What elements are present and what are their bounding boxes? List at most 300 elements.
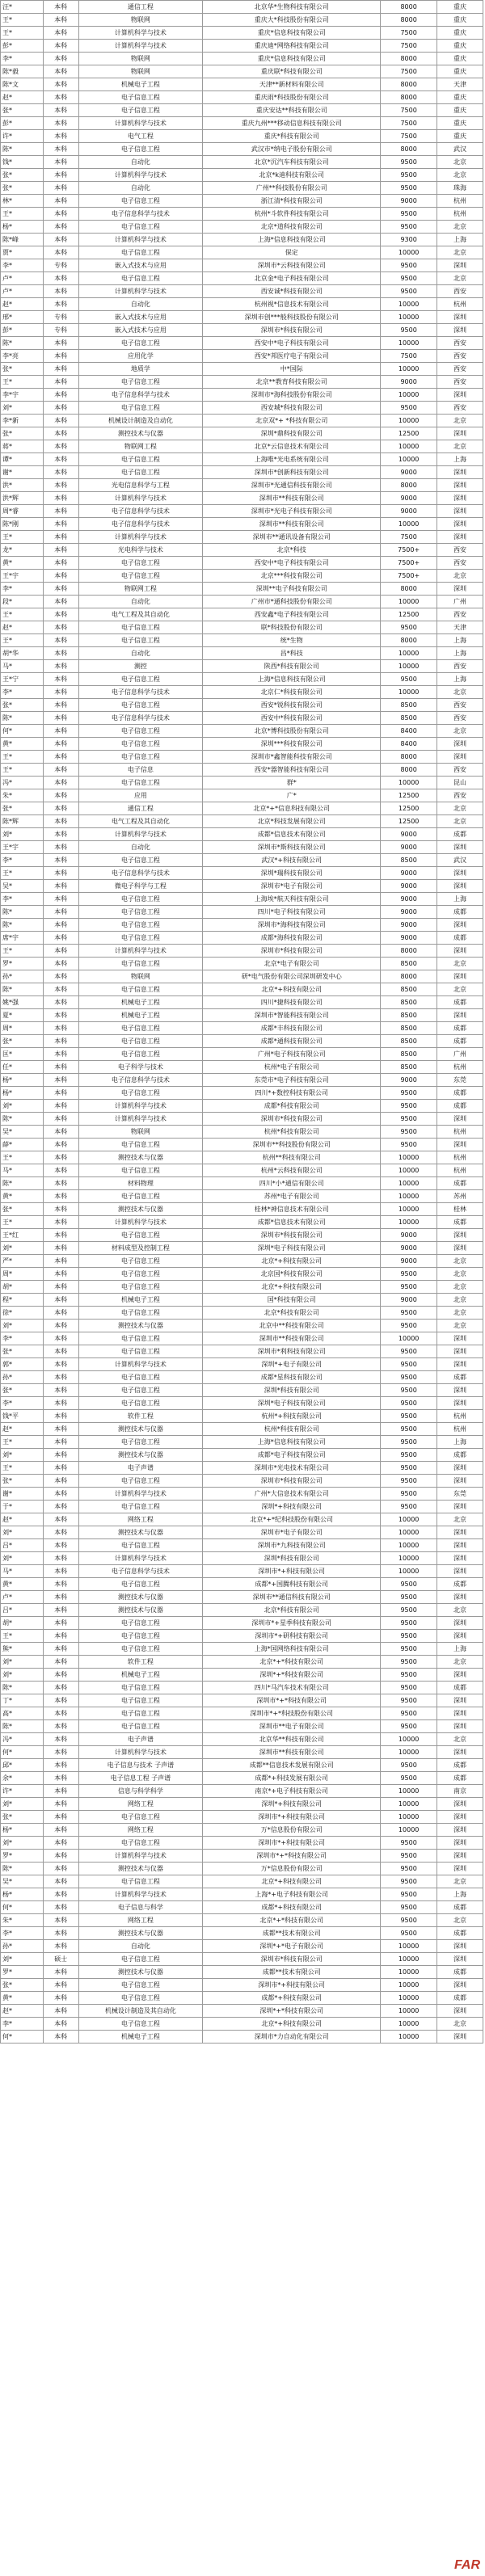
degree-cell: 本科 [43,764,78,777]
major-cell: 测控技术与仪器 [78,1526,203,1539]
company-cell: 杭州**科技有限公司 [203,1151,381,1164]
city-cell: 成都 [437,1035,483,1048]
table-row [1,389,483,402]
city-cell: 深圳 [437,1940,483,1953]
degree-cell: 本科 [43,376,78,389]
table-row [1,712,483,725]
company-cell: 广州*电子科技有限公司 [203,1048,381,1061]
city-cell: 重庆 [437,40,483,53]
table-row [1,1397,483,1410]
salary-cell: 9500 [381,182,437,195]
table-row [1,1242,483,1255]
degree-cell: 本科 [43,647,78,660]
company-cell: 南京*+电子科技有限公司 [203,1785,381,1798]
major-cell: 电子信息工程 [78,699,203,712]
major-cell: 电子信息工程 [78,958,203,970]
degree-cell: 本科 [43,221,78,234]
table-row [1,415,483,427]
name-cell: 罗* [1,1966,44,1979]
city-cell: 杭州 [437,1423,483,1436]
table-row [1,1591,483,1604]
table-row [1,1953,483,1966]
city-cell: 上海 [437,1643,483,1656]
major-cell: 电子信息工程 [78,1436,203,1449]
company-cell: 北京*电子有限公司 [203,958,381,970]
name-cell: 陈* [1,919,44,932]
major-cell: 自动化 [78,182,203,195]
degree-cell: 本科 [43,1656,78,1669]
city-cell: 北京 [437,1513,483,1526]
salary-cell: 9000 [381,376,437,389]
company-cell: 成都**技术有限公司 [203,1966,381,1979]
major-cell: 计算机科学与技术 [78,1746,203,1759]
table-row [1,1345,483,1358]
salary-cell: 10000 [381,1190,437,1203]
degree-cell: 本科 [43,686,78,699]
company-cell: 北京*+*科技有限公司 [203,1914,381,1927]
city-cell: 深圳 [437,583,483,596]
salary-cell: 10000 [381,1216,437,1229]
name-cell: 钱* [1,156,44,169]
table-row [1,130,483,143]
city-cell: 深圳 [437,1345,483,1358]
table-row [1,1462,483,1475]
table-row [1,1526,483,1539]
degree-cell: 本科 [43,234,78,246]
major-cell: 测控技术与仪器 [78,1927,203,1940]
degree-cell: 本科 [43,1268,78,1281]
name-cell: 薛* [1,1139,44,1151]
major-cell: 电子信息工程 [78,1953,203,1966]
company-cell: 深圳市*利科技有限公司 [203,1345,381,1358]
degree-cell: 本科 [43,1087,78,1100]
city-cell: 深圳 [437,1798,483,1811]
major-cell: 网络工程 [78,1513,203,1526]
major-cell: 物联网 [78,1126,203,1139]
salary-cell: 9500 [381,1113,437,1126]
salary-cell: 9500 [381,1358,437,1371]
salary-cell: 9000 [381,932,437,945]
degree-cell: 本科 [43,1151,78,1164]
city-cell: 深圳 [437,311,483,324]
major-cell: 测控技术与仪器 [78,1320,203,1332]
degree-cell: 本科 [43,673,78,686]
city-cell: 深圳 [437,479,483,492]
table-row [1,466,483,479]
salary-cell: 9500 [381,1268,437,1281]
salary-cell: 9500 [381,1139,437,1151]
company-cell: 北京*k迪科技有限公司 [203,169,381,182]
city-cell: 深圳 [437,1979,483,1992]
company-cell: 重庆*信息科技有限公司 [203,53,381,65]
degree-cell: 本科 [43,1320,78,1332]
city-cell: 成都 [437,906,483,919]
name-cell: 王*宇 [1,841,44,854]
degree-cell: 本科 [43,854,78,867]
table-row [1,143,483,156]
table-row [1,1630,483,1643]
company-cell: 深圳市*+*科技股份有限公司 [203,1707,381,1720]
company-cell: 北京华**科技有限公司 [203,1733,381,1746]
company-cell: 天津**新材料有限公司 [203,78,381,91]
name-cell: 张* [1,182,44,195]
degree-cell: 本科 [43,1501,78,1513]
city-cell: 珠海 [437,182,483,195]
company-cell: 万*信息股份有限公司 [203,1824,381,1837]
table-row [1,919,483,932]
table-row [1,1565,483,1578]
city-cell: 南京 [437,1785,483,1798]
major-cell: 光电信息科学与工程 [78,479,203,492]
major-cell: 物联网 [78,53,203,65]
company-cell: 广* [203,789,381,802]
salary-cell: 9500 [381,673,437,686]
name-cell: 刘* [1,1669,44,1682]
degree-cell: 本科 [43,1901,78,1914]
city-cell: 北京 [437,802,483,815]
salary-cell: 10000 [381,1953,437,1966]
major-cell: 电子信息工程 [78,557,203,570]
table-row [1,1087,483,1100]
table-row [1,1669,483,1682]
company-cell: 北京*+*科技有限公司 [203,1656,381,1669]
company-cell: 保定 [203,246,381,259]
city-cell: 成都 [437,828,483,841]
name-cell: 卢* [1,1591,44,1604]
major-cell: 自动化 [78,647,203,660]
table-row [1,583,483,596]
degree-cell: 本科 [43,27,78,40]
city-cell: 北京 [437,1914,483,1927]
major-cell: 电子信息工程 [78,1682,203,1694]
salary-cell: 9500 [381,1449,437,1462]
name-cell: 刘* [1,1837,44,1850]
company-cell: 武汉*+科技有限公司 [203,854,381,867]
name-cell: 杨* [1,1074,44,1087]
salary-cell: 9000 [381,893,437,906]
company-cell: 上海*国网络科技有限公司 [203,1643,381,1656]
table-row [1,634,483,647]
table-row [1,1733,483,1746]
name-cell: 洪*辉 [1,492,44,505]
name-cell: 孙* [1,970,44,983]
major-cell: 测控技术与仪器 [78,427,203,440]
salary-cell: 10000 [381,1966,437,1979]
name-cell: 吕* [1,1604,44,1617]
city-cell: 广州 [437,1048,483,1061]
table-row [1,2018,483,2031]
company-cell: 深圳市*鑫智能科技有限公司 [203,751,381,764]
table-row [1,1785,483,1798]
city-cell: 北京 [437,725,483,738]
salary-cell: 9500 [381,1927,437,1940]
company-cell: 浙江清*科技有限公司 [203,195,381,208]
table-row [1,1643,483,1656]
city-cell: 重庆 [437,65,483,78]
degree-cell: 本科 [43,660,78,673]
salary-cell: 9000 [381,880,437,893]
company-cell: 深圳市*海科技股份有限公司 [203,389,381,402]
table-row [1,65,483,78]
table-row [1,453,483,466]
degree-cell: 本科 [43,2031,78,2044]
degree-cell: 本科 [43,1,78,14]
salary-cell: 9500 [381,1423,437,1436]
salary-cell: 10000 [381,1811,437,1824]
salary-cell: 7500 [381,117,437,130]
name-cell: 李* [1,259,44,272]
name-cell: 陈* [1,1682,44,1694]
major-cell: 机械电子工程 [78,1294,203,1307]
city-cell: 深圳 [437,1746,483,1759]
table-row [1,596,483,608]
degree-cell: 本科 [43,1785,78,1798]
city-cell: 深圳 [437,518,483,531]
company-cell: 上海唯*光电系统有限公司 [203,453,381,466]
major-cell: 电子信息工程 [78,1501,203,1513]
major-cell: 计算机科学与技术 [78,117,203,130]
name-cell: 王*宁 [1,673,44,686]
name-cell: 张* [1,1203,44,1216]
city-cell: 北京 [437,983,483,996]
company-cell: 北京*+科技有限公司 [203,1281,381,1294]
name-cell: 黄* [1,1578,44,1591]
table-row [1,298,483,311]
degree-cell: 本科 [43,919,78,932]
name-cell: 马* [1,1164,44,1177]
table-row [1,246,483,259]
name-cell: 孙* [1,1371,44,1384]
city-cell: 深圳 [437,1565,483,1578]
name-cell: 张* [1,1035,44,1048]
salary-cell: 7500+ [381,544,437,557]
city-cell: 北京 [437,1733,483,1746]
company-cell: 深圳市*+星季科技有限公司 [203,1617,381,1630]
name-cell: 张* [1,802,44,815]
salary-cell: 9500 [381,1694,437,1707]
salary-cell: 10000 [381,1992,437,2005]
company-cell: 西安城*科技有限公司 [203,402,381,415]
salary-cell: 8000 [381,634,437,647]
table-row [1,1682,483,1694]
city-cell: 深圳 [437,1707,483,1720]
salary-cell: 10000 [381,660,437,673]
company-cell: 深圳市*+科技有限公司 [203,1979,381,1992]
city-cell: 北京 [437,1307,483,1320]
company-cell: 北京*+科技有限公司 [203,1875,381,1888]
major-cell: 电子信息工程 [78,1397,203,1410]
company-cell: 苏州*电子有限公司 [203,1190,381,1203]
degree-cell: 本科 [43,1746,78,1759]
name-cell: 陈*毅 [1,65,44,78]
city-cell: 重庆 [437,14,483,27]
name-cell: 陈* [1,712,44,725]
name-cell: 张* [1,1811,44,1824]
city-cell: 深圳 [437,1552,483,1565]
major-cell: 自动化 [78,841,203,854]
degree-cell: 本科 [43,1462,78,1475]
salary-cell: 9500 [381,1320,437,1332]
city-cell: 苏州 [437,1190,483,1203]
major-cell: 电子信息工程 [78,570,203,583]
company-cell: 深圳*鼎科技有限公司 [203,427,381,440]
salary-cell: 9500 [381,1087,437,1100]
table-row [1,1,483,14]
company-cell: 西安诚*科技有限公司 [203,285,381,298]
table-row [1,221,483,234]
city-cell: 深圳 [437,505,483,518]
name-cell: 洪* [1,479,44,492]
company-cell: 深圳市**通信科技有限公司 [203,1591,381,1604]
city-cell: 深圳 [437,880,483,893]
salary-cell: 9500 [381,169,437,182]
company-cell: 深圳***科技有限公司 [203,738,381,751]
salary-cell: 9500 [381,1410,437,1423]
city-cell: 杭州 [437,298,483,311]
major-cell: 信息与科学科学 [78,1785,203,1798]
salary-cell: 8500 [381,996,437,1009]
table-row [1,402,483,415]
city-cell: 北京 [437,1656,483,1669]
salary-cell: 8400 [381,725,437,738]
table-row [1,1940,483,1953]
company-cell: 万*信息股份有限公司 [203,1863,381,1875]
major-cell: 计算机科学与技术 [78,1850,203,1863]
major-cell: 电子信息工程 [78,221,203,234]
table-row [1,156,483,169]
table-row [1,1656,483,1669]
city-cell: 武汉 [437,143,483,156]
company-cell: 广州**科技股份有限公司 [203,182,381,195]
table-row [1,945,483,958]
salary-cell: 9500 [381,208,437,221]
salary-cell: 10000 [381,1552,437,1565]
city-cell: 深圳 [437,1850,483,1863]
major-cell: 材料物理 [78,1177,203,1190]
company-cell: 西安中*电子科技有限公司 [203,337,381,350]
salary-cell: 10000 [381,1979,437,1992]
name-cell: 冯* [1,777,44,789]
table-row [1,2031,483,2044]
table-row [1,1966,483,1979]
degree-cell: 专科 [43,259,78,272]
degree-cell: 本科 [43,1061,78,1074]
name-cell: 李*新 [1,415,44,427]
major-cell: 电子信息工程 [78,1707,203,1720]
city-cell: 西安 [437,557,483,570]
table-row [1,854,483,867]
degree-cell: 本科 [43,841,78,854]
major-cell: 计算机科学与技术 [78,531,203,544]
salary-cell: 9500 [381,1307,437,1320]
city-cell: 深圳 [437,1009,483,1022]
company-cell: 上海*+电子科技有限公司 [203,1888,381,1901]
degree-cell: 本科 [43,1824,78,1837]
name-cell: 李* [1,854,44,867]
degree-cell: 本科 [43,893,78,906]
degree-cell: 本科 [43,1526,78,1539]
salary-cell: 9500 [381,1345,437,1358]
degree-cell: 本科 [43,440,78,453]
degree-cell: 本科 [43,78,78,91]
watermark-logo: FAR [454,2558,480,2572]
major-cell: 测控技术与仪器 [78,1591,203,1604]
company-cell: 深圳市*光电技术有限公司 [203,1462,381,1475]
major-cell: 物联网 [78,14,203,27]
city-cell: 西安 [437,712,483,725]
table-row [1,1384,483,1397]
major-cell: 电子声谱 [78,1733,203,1746]
name-cell: 陈* [1,1863,44,1875]
salary-cell: 9500 [381,1914,437,1927]
name-cell: 陈*文 [1,78,44,91]
table-row [1,1151,483,1164]
company-cell: 深圳**电子科技有限公司 [203,583,381,596]
degree-cell: 本科 [43,712,78,725]
degree-cell: 本科 [43,802,78,815]
major-cell: 电子信息工程 [78,621,203,634]
table-row [1,1824,483,1837]
city-cell: 西安 [437,363,483,376]
city-cell: 西安 [437,285,483,298]
major-cell: 测控技术与仪器 [78,1604,203,1617]
degree-cell: 本科 [43,2018,78,2031]
table-row [1,505,483,518]
degree-cell: 本科 [43,1397,78,1410]
degree-cell: 硕士 [43,1953,78,1966]
city-cell: 杭州 [437,1061,483,1074]
salary-cell: 10000 [381,1539,437,1552]
name-cell: 吴* [1,1875,44,1888]
company-cell: 上海*信息科技有限公司 [203,234,381,246]
company-cell: 西安中*电子科技有限公司 [203,557,381,570]
company-cell: 上海埃*航天科技有限公司 [203,893,381,906]
salary-cell: 9000 [381,828,437,841]
name-cell: 陈*峰 [1,234,44,246]
degree-cell: 本科 [43,518,78,531]
name-cell: 刘* [1,1449,44,1462]
table-row [1,1177,483,1190]
salary-cell: 8000 [381,1,437,14]
city-cell: 深圳 [437,1617,483,1630]
company-cell: 西安中*科技有限公司 [203,712,381,725]
major-cell: 计算机科学与技术 [78,40,203,53]
city-cell: 上海 [437,673,483,686]
degree-cell: 本科 [43,958,78,970]
degree-cell: 本科 [43,1164,78,1177]
salary-cell: 10000 [381,363,437,376]
salary-cell: 8500 [381,699,437,712]
company-cell: 重庆*科技有限公司 [203,130,381,143]
name-cell: 胡*华 [1,647,44,660]
table-row [1,789,483,802]
city-cell: 重庆 [437,27,483,40]
degree-cell: 本科 [43,1875,78,1888]
company-cell: 深圳*电子科技有限公司 [203,1242,381,1255]
city-cell: 重庆 [437,130,483,143]
name-cell: 李*亮 [1,350,44,363]
name-cell: 张* [1,1384,44,1397]
table-row [1,1358,483,1371]
name-cell: 张* [1,699,44,712]
company-cell: 西安鑫*电子科技有限公司 [203,608,381,621]
degree-cell: 本科 [43,1100,78,1113]
name-cell: 黄* [1,738,44,751]
degree-cell: 本科 [43,634,78,647]
city-cell: 西安 [437,699,483,712]
company-cell: 成都**技术有限公司 [203,1927,381,1940]
major-cell: 电子信息工程 [78,1307,203,1320]
